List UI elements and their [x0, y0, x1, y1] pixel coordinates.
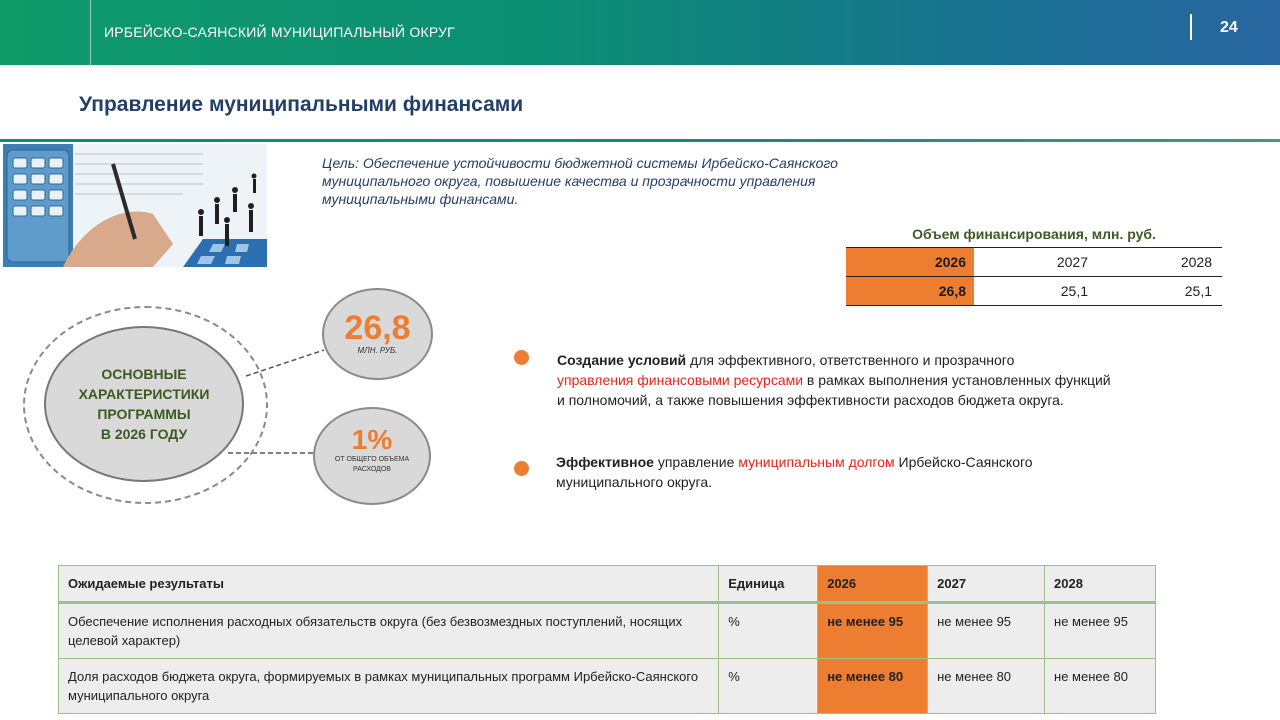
bullet-plain: для эффективного, ответственного и прозрачного	[686, 352, 1015, 368]
bullet-plain: управление	[653, 454, 739, 470]
bullet-strong: Эффективное	[556, 454, 654, 470]
result-description: Доля расходов бюджета округа, формируемых в рамках муниципальных программ Ирбейско-Саянского муниципального округа	[59, 659, 719, 714]
results-header-cell: Ожидаемые результаты	[59, 566, 719, 603]
funding-year-cell: 2027	[974, 248, 1098, 277]
program-goal: Цель: Обеспечение устойчивости бюджетной системы Ирбейско-Саянского муниципального округа, повышение качества и прозрачности управления муниципальными финансами.	[322, 155, 838, 207]
result-value-2026: не менее 95	[818, 603, 928, 659]
result-value-2026: не менее 80	[818, 659, 928, 714]
stat-value: 26,8	[344, 309, 411, 347]
funding-year-cell: 2026	[846, 248, 974, 277]
bullet-emphasis: муниципальным долгом	[738, 454, 895, 470]
stat-unit: ОТ ОБЩЕГО ОБЪЕМА РАСХОДОВ	[334, 456, 410, 473]
stat-circle-funding	[322, 288, 433, 380]
page-title: Управление муниципальными финансами	[79, 93, 524, 116]
characteristics-label: ОСНОВНЫЕ ХАРАКТЕРИСТИКИ ПРОГРАММЫ В 2026 ГОДУ	[78, 366, 210, 442]
bullet-plain: Ирбейско-Саянского муниципального округа.	[556, 454, 1033, 490]
characteristics-circle	[44, 326, 244, 482]
header-org-title: ИРБЕЙСКО-САЯНСКИЙ МУНИЦИПАЛЬНЫЙ ОКРУГ	[104, 24, 455, 40]
results-header-cell: 2026	[818, 566, 928, 603]
funding-value-cell: 25,1	[1098, 277, 1222, 306]
result-value-2027: не менее 80	[928, 659, 1045, 714]
table-row	[59, 659, 1156, 714]
table-row	[59, 603, 1156, 659]
result-unit: %	[719, 659, 818, 714]
results-table	[58, 565, 1156, 714]
result-value-2027: не менее 95	[928, 603, 1045, 659]
result-value-2028: не менее 95	[1045, 603, 1156, 659]
bullet-dot	[514, 350, 529, 365]
stat-value: 1%	[351, 424, 393, 455]
stat-circle-share	[313, 407, 431, 505]
results-header-cell: 2027	[928, 566, 1045, 603]
funding-year-cell: 2028	[1098, 248, 1222, 277]
bullet-plain: в рамках выполнения установленных функций и полномочий, а также повышения эффективности расходов бюджета округа.	[557, 372, 1111, 408]
funding-caption: Объем финансирования, млн. руб.	[912, 226, 1156, 242]
result-value-2028: не менее 80	[1045, 659, 1156, 714]
bullet-emphasis: управления финансовыми ресурсами	[557, 372, 804, 388]
funding-value-cell: 26,8	[846, 277, 974, 306]
result-description: Обеспечение исполнения расходных обязательств округа (без безвозмездных поступлений, носящих целевой характер)	[59, 603, 719, 659]
bullet-text	[556, 452, 1116, 492]
bullet-dot	[514, 461, 529, 476]
funding-value-cell: 25,1	[974, 277, 1098, 306]
results-header-row	[59, 566, 1156, 603]
page-number: 24	[1220, 19, 1238, 36]
stat-unit: МЛН. РУБ.	[357, 346, 398, 355]
result-unit: %	[719, 603, 818, 659]
results-header-cell: Единица	[719, 566, 818, 603]
bullet-text	[557, 350, 1119, 410]
bullet-strong: Создание условий	[557, 352, 687, 368]
results-header-cell: 2028	[1045, 566, 1156, 603]
